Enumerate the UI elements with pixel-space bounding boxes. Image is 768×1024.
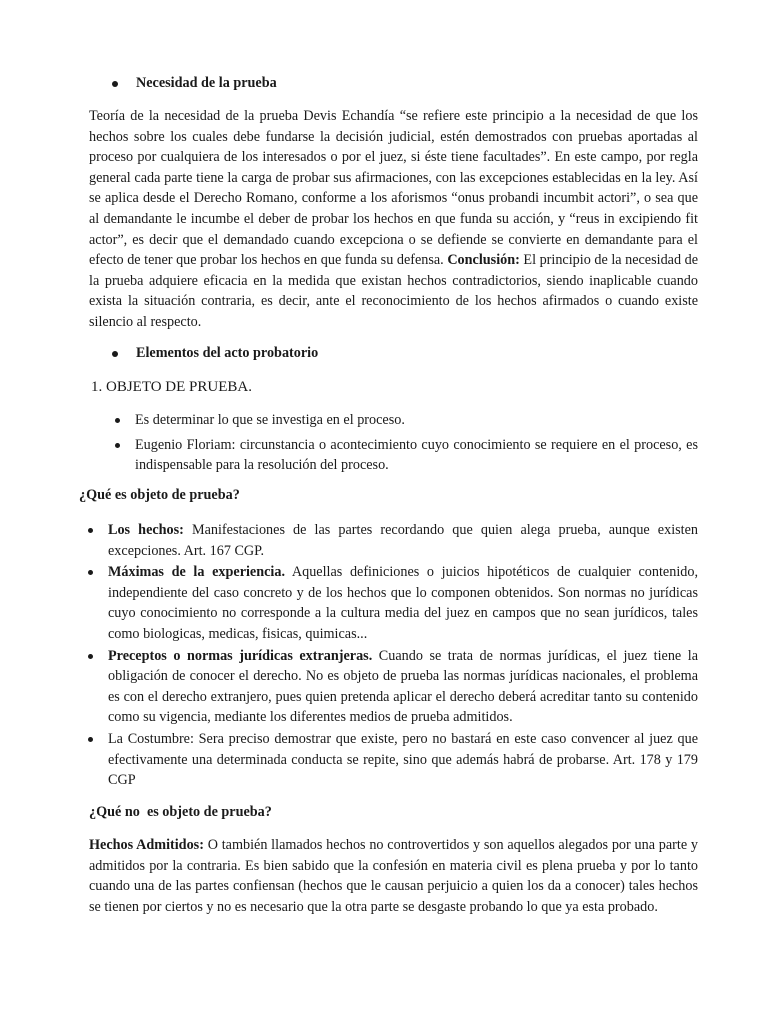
bullet-icon	[115, 443, 120, 448]
hechos-admitidos-text: O también llamados hechos no controvertidos y son aquellos alegados por una parte y admitidos por la contraria. Es bien sabido que la confesión en materia civil es plena prueba y por lo tanto cuando una de las partes confiensan (hechos que le causan perjuicio a quien los da a conocer) tales hechos se tienen por ciertos y no es necesario que la otra parte se desgaste probando lo que ya esta probado.	[89, 837, 698, 915]
list-item-text: Es determinar lo que se investiga en el proceso.	[135, 412, 405, 428]
list-objeto	[112, 410, 698, 476]
paragraph-necesidad	[89, 106, 698, 333]
list-item	[112, 410, 698, 431]
hechos-admitidos-label: Hechos Admitidos:	[89, 837, 204, 853]
bullet-icon	[112, 81, 118, 87]
conclusion-text: El principio de la necesidad de la prueba adquiere eficacia en la medida que existan hechos contradictorios, siendo inaplicable cuando exista la situación contraria, es decir, ante el reconocimiento de los hechos afirmados o cuando existe silencio al respecto.	[89, 252, 699, 330]
bullet-icon	[88, 654, 93, 659]
paragraph-hechos-admitidos	[89, 835, 698, 917]
heading-que-no-es-objeto: ¿Qué no es objeto de prueba?	[89, 804, 272, 820]
heading-que-es-objeto: ¿Qué es objeto de prueba?	[79, 487, 240, 503]
bullet-necesidad	[112, 73, 277, 94]
item-label: Preceptos o normas jurídicas extranjeras.	[108, 647, 373, 664]
item-label: Los hechos:	[108, 522, 184, 538]
bullet-icon	[88, 528, 93, 533]
list-que-es	[84, 520, 698, 791]
item-label: Máximas de la experiencia.	[108, 564, 285, 581]
list-item-maximas	[84, 562, 698, 644]
item-text: La Costumbre: Sera preciso demostrar que existe, pero no bastará en este caso convencer al juez que efectivamente una determinada conducta se repite, sino que además habrá de probarse. Art. 178 y 179 CGP	[108, 730, 698, 789]
list-item-text: Eugenio Floriam: circunstancia o acontecimiento cuyo conocimiento se requiere en el proceso, es indispensable para la resolución del proceso.	[135, 436, 698, 474]
list-item-costumbre	[84, 729, 698, 791]
bullet-icon	[88, 737, 93, 742]
section-title-necesidad: Necesidad de la prueba	[136, 75, 277, 91]
list-item-hechos	[84, 520, 698, 561]
paragraph-text: Teoría de la necesidad de la prueba Devis Echandía “se refiere este principio a la necesidad de que los hechos sobre los cuales debe fundarse la decisión judicial, estén demostrados con pruebas aportadas al proceso por cualquiera de los interesados o por el juez, si éste tiene facultades”. En este campo, por regla general cada parte tiene la carga de probar sus afirmaciones, con las excepciones establecidas en la ley. Así se aplica desde el Derecho Romano, conforme a los aforismos “onus probandi incumbit actori”, o sea que al demandante le incumbe el deber de probar los hechos en que funda su acción, y “reus in excipiendo fit actor”, es decir que el demandado cuando excepciona o se defiende se convierte en demandante para el efecto de tener que probar los hechos en que funda su defensa.	[89, 108, 698, 269]
item-text: Manifestaciones de las partes recordando que quien alega prueba, aunque existen excepciones. Art. 167 CGP.	[108, 522, 698, 559]
section-title-elementos: Elementos del acto probatorio	[136, 345, 319, 361]
item-text: Cuando se trata de normas jurídicas, el juez tiene la obligación de conocer el derecho. No es objeto de prueba las normas jurídicas nacionales, el problema es con el derecho extranjero, pues quien pretenda aplicar el derecho deberá acreditar tanto su contenido como su vigencia, mediante los diferentes medios de prueba admitidos.	[108, 647, 698, 726]
conclusion-label: Conclusión:	[447, 252, 520, 269]
bullet-elementos	[112, 343, 318, 364]
bullet-icon	[115, 418, 120, 423]
list-item	[112, 435, 698, 476]
bullet-icon	[88, 570, 93, 575]
item-text: Aquellas definiciones o juicios hipotéticos de cualquier contenido, independiente del caso concreto y de los hechos que lo componen obtenidos. Son normas no jurídicas cuyo conocimiento no corresponde a la cultura media del juez en campos que no sean jurídicos, tales como biologicas, medicas, fisicas, quimicas...	[108, 564, 698, 642]
bullet-icon	[112, 351, 118, 357]
list-item-preceptos	[84, 646, 698, 728]
heading-objeto-de-prueba: 1. OBJETO DE PRUEBA.	[91, 379, 252, 395]
